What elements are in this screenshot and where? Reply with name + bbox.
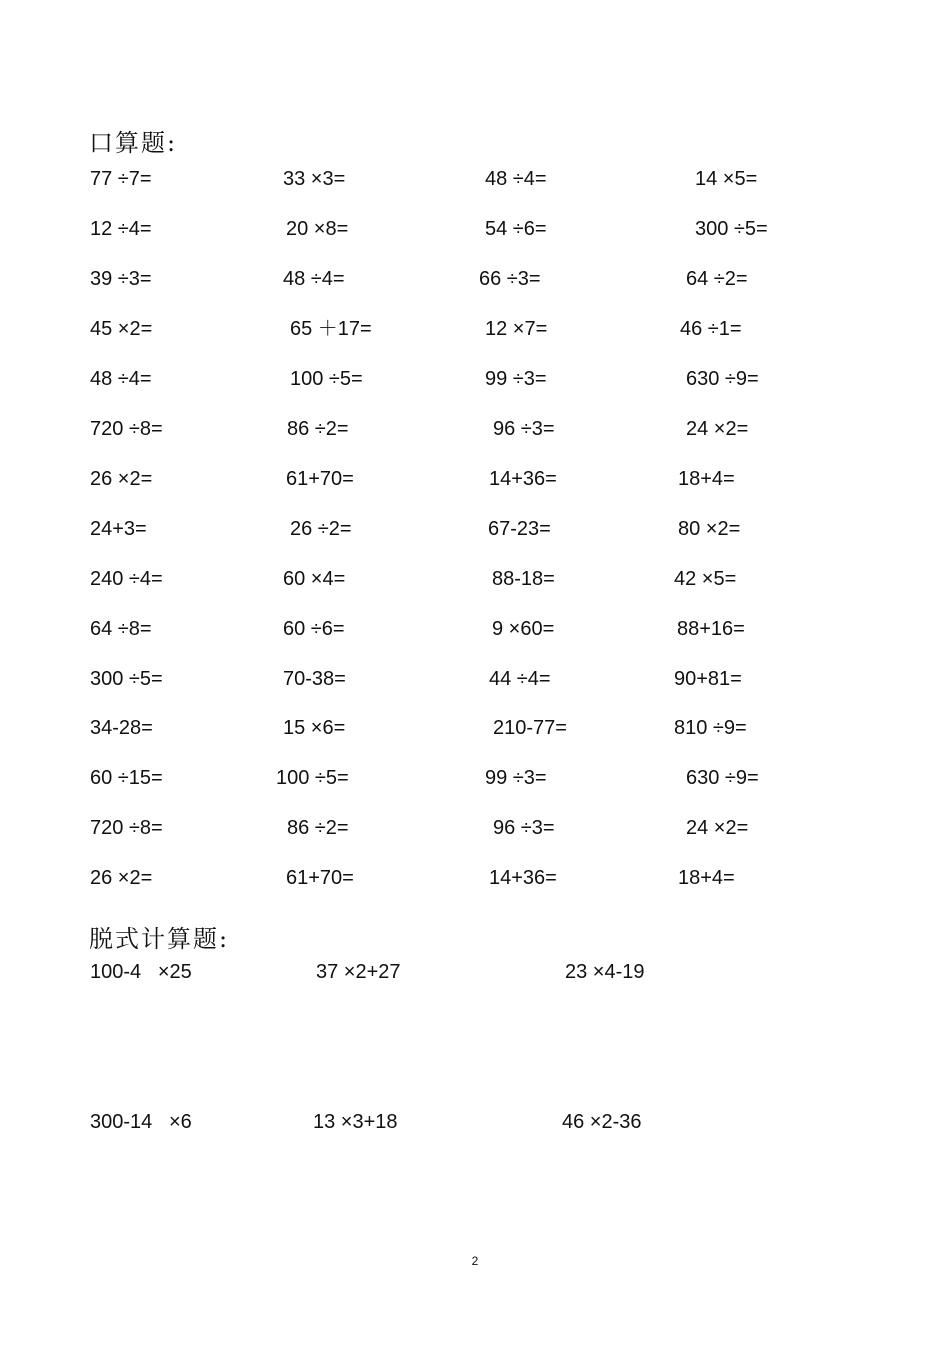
oral-problem: 86 ÷2= [287,418,349,440]
oral-problem: 96 ÷3= [493,817,555,839]
step-calc-heading: 脱式计算题: [89,925,230,953]
oral-problem: 24 ×2= [686,418,749,440]
oral-problem: 54 ÷6= [485,218,547,240]
oral-problem: 26 ÷2= [290,518,352,540]
oral-problem: 39 ÷3= [90,268,152,290]
oral-problem: 99 ÷3= [485,767,547,789]
oral-problem: 720 ÷8= [90,418,163,440]
oral-problem: 630 ÷9= [686,767,759,789]
oral-problem: 300 ÷5= [695,218,768,240]
oral-problem: 15 ×6= [283,717,346,739]
oral-problem: 100 ÷5= [276,767,349,789]
oral-problem: 14 ×5= [695,168,758,190]
oral-problem: 24 ×2= [686,817,749,839]
step-problem: 13 ×3+18 [313,1111,398,1133]
oral-problem: 60 ÷6= [283,618,345,640]
step-problem: 46 ×2-36 [562,1111,642,1133]
oral-problem: 46 ÷1= [680,318,742,340]
oral-problem: 48 ÷4= [485,168,547,190]
oral-problem: 9 ×60= [492,618,555,640]
step-problem: 100-4 ×25 [90,961,192,983]
oral-problem: 86 ÷2= [287,817,349,839]
oral-problem: 99 ÷3= [485,368,547,390]
oral-problem: 26 ×2= [90,867,153,889]
oral-problem: 300 ÷5= [90,668,163,690]
oral-problem: 24+3= [90,518,147,540]
step-problem: 23 ×4-19 [565,961,645,983]
oral-problem: 18+4= [678,867,735,889]
page-number: 2 [471,1254,479,1268]
oral-problem: 88-18= [492,568,555,590]
oral-problem: 12 ×7= [485,318,548,340]
oral-problem: 34-28= [90,717,153,739]
oral-problem: 630 ÷9= [686,368,759,390]
oral-problem: 210-77= [493,717,567,739]
oral-problem: 18+4= [678,468,735,490]
oral-problem: 65 ＋17= [290,318,372,340]
oral-problem: 720 ÷8= [90,817,163,839]
oral-problem: 88+16= [677,618,745,640]
oral-problem: 14+36= [489,867,557,889]
oral-problem: 61+70= [286,867,354,889]
oral-problem: 96 ÷3= [493,418,555,440]
oral-problem: 64 ÷8= [90,618,152,640]
oral-problem: 77 ÷7= [90,168,152,190]
oral-problem: 66 ÷3= [479,268,541,290]
oral-problem: 14+36= [489,468,557,490]
oral-problem: 100 ÷5= [290,368,363,390]
oral-problem: 48 ÷4= [283,268,345,290]
step-problem: 300-14 ×6 [90,1111,192,1133]
oral-problem: 61+70= [286,468,354,490]
oral-problem: 44 ÷4= [489,668,551,690]
oral-calc-heading: 口算题: [89,129,178,157]
oral-problem: 26 ×2= [90,468,153,490]
oral-problem: 64 ÷2= [686,268,748,290]
oral-problem: 80 ×2= [678,518,741,540]
oral-problem: 90+81= [674,668,742,690]
oral-problem: 67-23= [488,518,551,540]
oral-problem: 20 ×8= [286,218,349,240]
oral-problem: 42 ×5= [674,568,737,590]
oral-problem: 45 ×2= [90,318,153,340]
oral-problem: 810 ÷9= [674,717,747,739]
oral-problem: 70-38= [283,668,346,690]
oral-problem: 60 ÷15= [90,767,163,789]
oral-problem: 12 ÷4= [90,218,152,240]
oral-problem: 60 ×4= [283,568,346,590]
step-problem: 37 ×2+27 [316,961,401,983]
oral-problem: 33 ×3= [283,168,346,190]
oral-problem: 48 ÷4= [90,368,152,390]
oral-problem: 240 ÷4= [90,568,163,590]
